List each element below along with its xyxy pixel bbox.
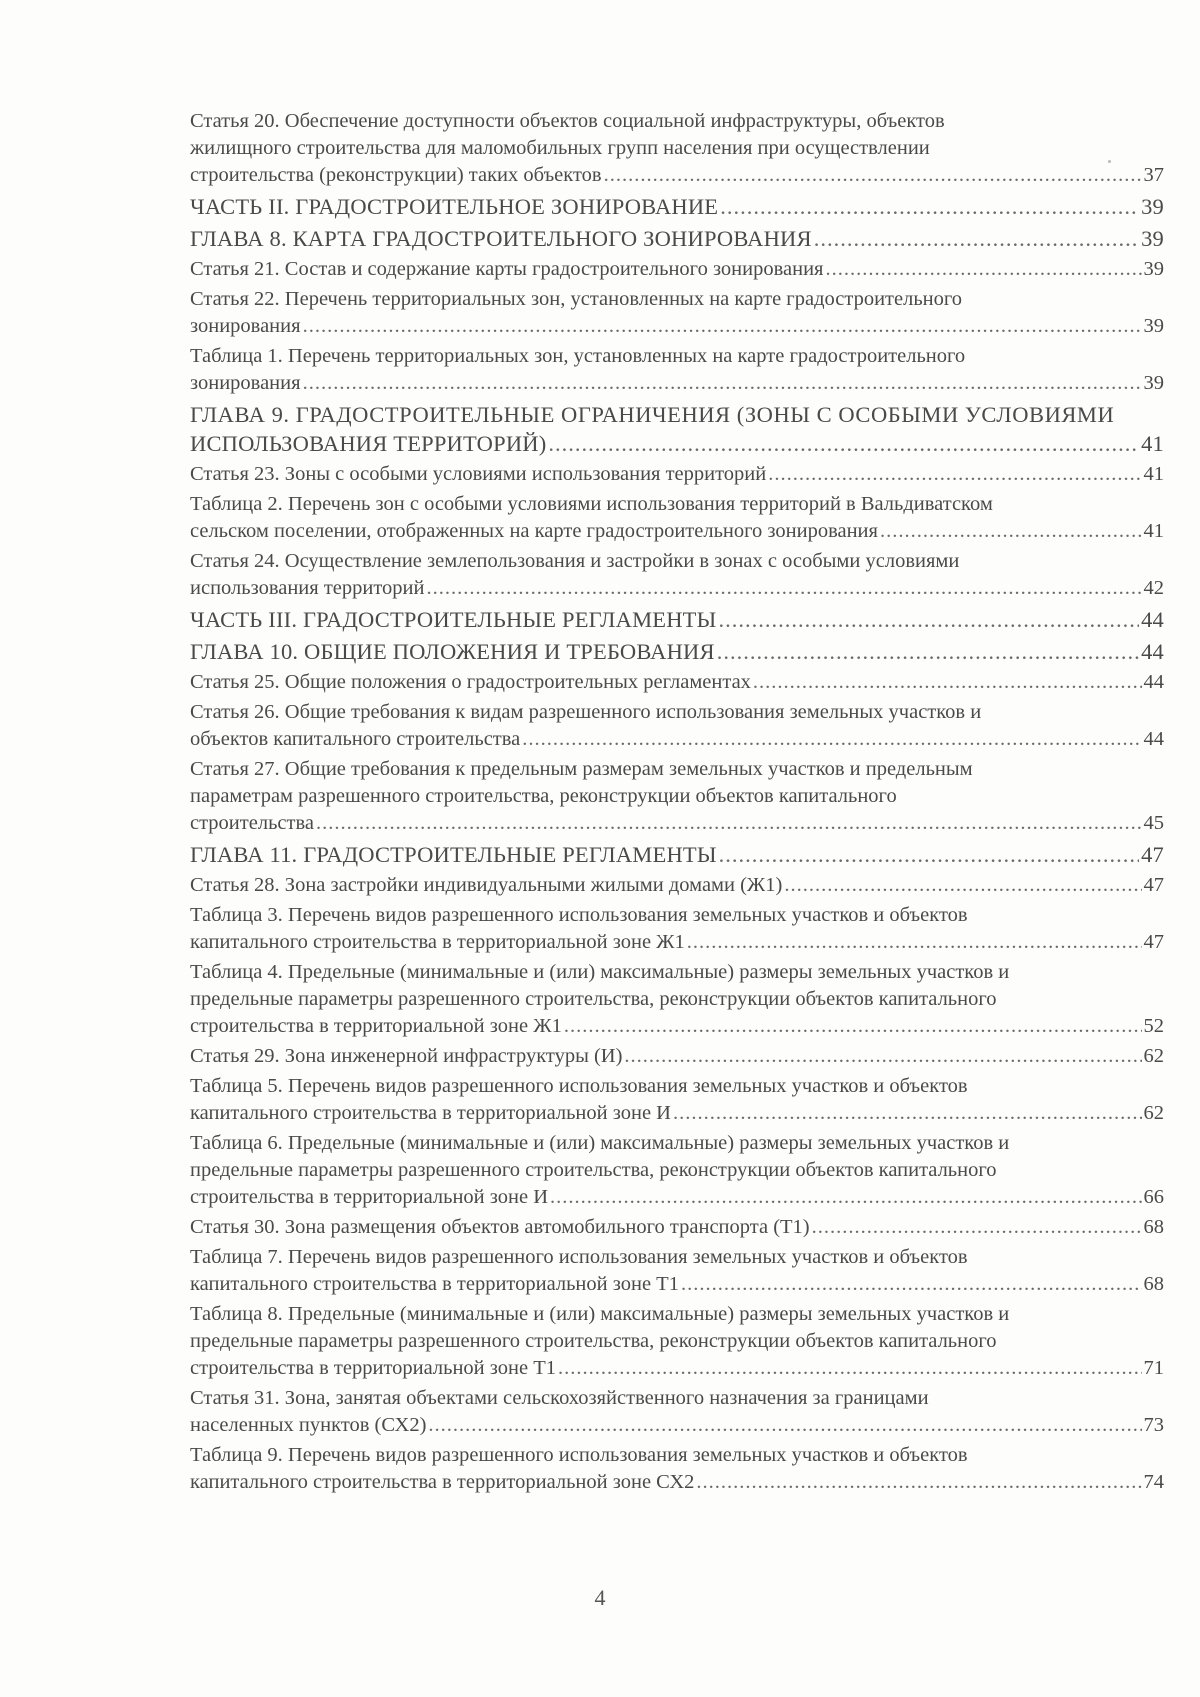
toc-page-number: 74 <box>1143 1471 1164 1493</box>
toc-entry-text: строительства в территориальной зоне И <box>190 1186 548 1208</box>
toc-entry-line <box>190 986 1164 1013</box>
toc-entry <box>190 256 1164 283</box>
toc-page-number: 42 <box>1143 577 1164 599</box>
toc-entry <box>190 1385 1164 1439</box>
toc-leader-dots <box>768 461 1141 488</box>
toc-entry-text: строительства <box>190 812 314 834</box>
toc-entry <box>190 669 1164 696</box>
toc-entry <box>190 872 1164 899</box>
page-number: 4 <box>594 1585 606 1610</box>
toc-entry-line <box>190 192 1164 221</box>
toc-entry-line <box>190 1469 1164 1496</box>
toc-entry-text: строительства (реконструкции) таких объектов <box>190 164 602 186</box>
toc-entry-line <box>190 1157 1164 1184</box>
toc-entry-line <box>190 224 1164 253</box>
toc-entry-line <box>190 429 1164 458</box>
toc-entry-text: Таблица 9. Перечень видов разрешенного использования земельных участков и объектов <box>190 1444 968 1466</box>
toc-entry-line <box>190 929 1164 956</box>
toc-entry-text: ЧАСТЬ II. ГРАДОСТРОИТЕЛЬНОЕ ЗОНИРОВАНИЕ <box>190 194 719 219</box>
toc-entry-line <box>190 605 1164 634</box>
toc-page-number: 73 <box>1143 1414 1164 1436</box>
scan-speck <box>1108 160 1111 163</box>
toc-entry <box>190 699 1164 753</box>
toc-leader-dots <box>303 313 1142 340</box>
toc-leader-dots <box>696 1469 1141 1496</box>
toc-entry-text: Статья 31. Зона, занятая объектами сельскохозяйственного назначения за границами <box>190 1387 929 1409</box>
toc-entry-line <box>190 313 1164 340</box>
toc-page-number: 39 <box>1141 226 1164 251</box>
toc-entry <box>190 461 1164 488</box>
toc-leader-dots <box>681 1271 1142 1298</box>
toc-entry <box>190 1244 1164 1298</box>
toc-entry-text: Таблица 8. Предельные (минимальные и (или) максимальные) размеры земельных участков и <box>190 1303 1010 1325</box>
toc-entry-text: ИСПОЛЬЗОВАНИЯ ТЕРРИТОРИЙ) <box>190 431 547 456</box>
toc-entry-text: строительства в территориальной зоне Ж1 <box>190 1015 562 1037</box>
toc-entry-text: использования территорий <box>190 577 425 599</box>
toc-entry-line <box>190 575 1164 602</box>
toc-entry-text: сельском поселении, отображенных на карте градостроительного зонирования <box>190 520 878 542</box>
toc-entry-line <box>190 1328 1164 1355</box>
toc-leader-dots <box>558 1355 1142 1382</box>
toc-leader-dots <box>316 810 1142 837</box>
toc-entry-text: ГЛАВА 10. ОБЩИЕ ПОЛОЖЕНИЯ И ТРЕБОВАНИЯ <box>190 639 715 664</box>
toc-entry-line <box>190 461 1164 488</box>
toc-leader-dots <box>720 192 1139 221</box>
toc-entry-text: зонирования <box>190 315 301 337</box>
toc-entry-line <box>190 1271 1164 1298</box>
toc-leader-dots <box>624 1043 1141 1070</box>
toc-leader-dots <box>522 726 1141 753</box>
toc-leader-dots <box>564 1013 1142 1040</box>
toc-entry-line <box>190 548 1164 575</box>
toc-page-number: 41 <box>1141 431 1164 456</box>
toc-entry <box>190 1043 1164 1070</box>
toc-entry <box>190 959 1164 1040</box>
toc-entry-line <box>190 1013 1164 1040</box>
toc-entry <box>190 902 1164 956</box>
toc-page-number: 52 <box>1143 1015 1164 1037</box>
toc-entry-line <box>190 756 1164 783</box>
toc-entry-text: Таблица 2. Перечень зон с особыми условиями использования территорий в Вальдиватском <box>190 493 993 515</box>
toc-entry-line <box>190 1301 1164 1328</box>
toc-entry <box>190 1442 1164 1496</box>
toc-entry-text: Статья 21. Состав и содержание карты градостроительного зонирования <box>190 258 824 280</box>
toc-entry-text: Статья 29. Зона инженерной инфраструктуры (И) <box>190 1045 623 1067</box>
toc-entry-line <box>190 726 1164 753</box>
toc-entry-text: ЧАСТЬ III. ГРАДОСТРОИТЕЛЬНЫЕ РЕГЛАМЕНТЫ <box>190 607 717 632</box>
toc-leader-dots <box>550 1184 1142 1211</box>
toc-entry-text: Таблица 4. Предельные (минимальные и (или) максимальные) размеры земельных участков и <box>190 961 1010 983</box>
toc-entry-text: капитального строительства в территориальной зоне Ж1 <box>190 931 685 953</box>
toc-leader-dots <box>548 429 1139 458</box>
toc-entry-line <box>190 108 1164 135</box>
toc-entry-text: ГЛАВА 9. ГРАДОСТРОИТЕЛЬНЫЕ ОГРАНИЧЕНИЯ (ЗОНЫ С ОСОБЫМИ УСЛОВИЯМИ <box>190 402 1115 427</box>
toc-entry-text: Статья 27. Общие требования к предельным размерам земельных участков и предельным <box>190 758 973 780</box>
toc-entry-text: капитального строительства в территориальной зоне СХ2 <box>190 1471 695 1493</box>
toc-entry <box>190 1214 1164 1241</box>
toc-leader-dots <box>717 637 1139 666</box>
toc-entry <box>190 286 1164 340</box>
toc-leader-dots <box>604 162 1142 189</box>
toc-entry <box>190 224 1164 253</box>
toc-entry <box>190 548 1164 602</box>
toc-page-number: 68 <box>1143 1216 1164 1238</box>
toc-page-number: 66 <box>1143 1186 1164 1208</box>
toc-entry-line <box>190 669 1164 696</box>
toc-entry-line <box>190 1244 1164 1271</box>
toc-page-number: 45 <box>1143 812 1164 834</box>
toc-entry-line <box>190 1073 1164 1100</box>
toc-leader-dots <box>880 518 1142 545</box>
toc-entry <box>190 192 1164 221</box>
toc-leader-dots <box>826 256 1142 283</box>
toc-entry-line <box>190 256 1164 283</box>
toc-entry-text: Таблица 5. Перечень видов разрешенного использования земельных участков и объектов <box>190 1075 968 1097</box>
toc-entry <box>190 108 1164 189</box>
toc-entry-text: Статья 25. Общие положения о градостроительных регламентах <box>190 671 751 693</box>
toc-entry-line <box>190 783 1164 810</box>
toc-entry-line <box>190 135 1164 162</box>
toc-page-number: 37 <box>1143 164 1164 186</box>
toc-entry-text: капитального строительства в территориальной зоне И <box>190 1102 671 1124</box>
toc-entry <box>190 343 1164 397</box>
toc-entry-line <box>190 343 1164 370</box>
toc-leader-dots <box>428 1412 1141 1439</box>
toc-leader-dots <box>784 872 1141 899</box>
toc-entry-text: предельные параметры разрешенного строительства, реконструкции объектов капитального <box>190 988 997 1010</box>
toc-entry-line <box>190 1100 1164 1127</box>
toc-page-number: 39 <box>1141 194 1164 219</box>
toc-entry-text: Таблица 7. Перечень видов разрешенного использования земельных участков и объектов <box>190 1246 968 1268</box>
toc-entry-line <box>190 1184 1164 1211</box>
toc-page-number: 62 <box>1143 1102 1164 1124</box>
toc-page-number: 62 <box>1143 1045 1164 1067</box>
toc-leader-dots <box>812 1214 1142 1241</box>
toc-page-number: 44 <box>1141 639 1164 664</box>
toc-entry-line <box>190 637 1164 666</box>
toc-entry-line <box>190 1355 1164 1382</box>
toc-page-number: 44 <box>1143 671 1164 693</box>
toc-leader-dots <box>303 370 1142 397</box>
toc-leader-dots <box>814 224 1139 253</box>
toc-entry-line <box>190 1214 1164 1241</box>
toc-entry-line <box>190 1043 1164 1070</box>
toc-page-number: 47 <box>1143 874 1164 896</box>
toc-entry-line <box>190 840 1164 869</box>
toc-entry <box>190 637 1164 666</box>
toc-entry-text: Статья 22. Перечень территориальных зон, установленных на карте градостроительного <box>190 288 963 310</box>
toc-entry <box>190 1301 1164 1382</box>
toc-leader-dots <box>753 669 1142 696</box>
toc-entry <box>190 400 1164 458</box>
toc-entry <box>190 1073 1164 1127</box>
toc-entry-text: Статья 28. Зона застройки индивидуальными жилыми домами (Ж1) <box>190 874 783 896</box>
toc-entry-line <box>190 518 1164 545</box>
toc-entry-text: объектов капитального строительства <box>190 728 521 750</box>
toc-entry-text: параметрам разрешенного строительства, реконструкции объектов капитального <box>190 785 897 807</box>
toc-entry-line <box>190 959 1164 986</box>
toc-entry-text: Таблица 3. Перечень видов разрешенного использования земельных участков и объектов <box>190 904 968 926</box>
toc-entry-line <box>190 1130 1164 1157</box>
toc-entry <box>190 605 1164 634</box>
toc-page-number: 44 <box>1143 728 1164 750</box>
toc-page-number: 41 <box>1143 463 1164 485</box>
toc-leader-dots <box>687 929 1142 956</box>
toc-entry <box>190 1130 1164 1211</box>
toc-entry-text: Статья 20. Обеспечение доступности объектов социальной инфраструктуры, объектов <box>190 110 945 132</box>
toc-entry-text: Статья 23. Зоны с особыми условиями использования территорий <box>190 463 767 485</box>
toc-leader-dots <box>718 605 1139 634</box>
toc-leader-dots <box>719 840 1139 869</box>
toc-entry-text: ГЛАВА 8. КАРТА ГРАДОСТРОИТЕЛЬНОГО ЗОНИРОВАНИЯ <box>190 226 812 251</box>
toc-page-number: 71 <box>1143 1357 1164 1379</box>
toc-entry-text: строительства в территориальной зоне Т1 <box>190 1357 556 1379</box>
toc-entry-text: жилищного строительства для маломобильных групп населения при осуществлении <box>190 137 930 159</box>
toc-entry-line <box>190 491 1164 518</box>
toc-entry-line <box>190 902 1164 929</box>
toc-entry-text: Таблица 6. Предельные (минимальные и (или) максимальные) размеры земельных участков и <box>190 1132 1010 1154</box>
toc-entry-line <box>190 286 1164 313</box>
toc-entry <box>190 840 1164 869</box>
toc-entry-line <box>190 699 1164 726</box>
toc-entry-line <box>190 1385 1164 1412</box>
toc-page-number: 41 <box>1143 520 1164 542</box>
toc-page-number: 39 <box>1143 315 1164 337</box>
toc-entry-text: ГЛАВА 11. ГРАДОСТРОИТЕЛЬНЫЕ РЕГЛАМЕНТЫ <box>190 842 717 867</box>
toc-entry-text: предельные параметры разрешенного строительства, реконструкции объектов капитального <box>190 1159 997 1181</box>
toc-page-number: 47 <box>1141 842 1164 867</box>
toc-entry-text: Статья 30. Зона размещения объектов автомобильного транспорта (Т1) <box>190 1216 810 1238</box>
toc-page-number: 39 <box>1143 372 1164 394</box>
toc-entry-text: предельные параметры разрешенного строительства, реконструкции объектов капитального <box>190 1330 997 1352</box>
toc-entry-text: Таблица 1. Перечень территориальных зон, установленных на карте градостроительного <box>190 345 966 367</box>
toc-entry-line <box>190 370 1164 397</box>
toc-entry-text: Статья 26. Общие требования к видам разрешенного использования земельных участков и <box>190 701 982 723</box>
toc-page-number: 47 <box>1143 931 1164 953</box>
toc-entry <box>190 491 1164 545</box>
toc-entry-text: населенных пунктов (СХ2) <box>190 1414 427 1436</box>
toc-page-number: 68 <box>1143 1273 1164 1295</box>
toc-leader-dots <box>673 1100 1142 1127</box>
toc-page-number: 44 <box>1141 607 1164 632</box>
toc-leader-dots <box>427 575 1142 602</box>
toc-entry-line <box>190 400 1164 429</box>
toc-entry-line <box>190 872 1164 899</box>
toc-entry-text: капитального строительства в территориальной зоне Т1 <box>190 1273 679 1295</box>
toc-entry <box>190 756 1164 837</box>
toc-entry-line <box>190 162 1164 189</box>
toc-page-number: 39 <box>1143 258 1164 280</box>
toc-entry-line <box>190 810 1164 837</box>
toc-entry-line <box>190 1412 1164 1439</box>
toc-entry-line <box>190 1442 1164 1469</box>
toc-entry-text: Статья 24. Осуществление землепользования и застройки в зонах с особыми условиями <box>190 550 960 572</box>
table-of-contents <box>190 108 1164 1499</box>
toc-entry-text: зонирования <box>190 372 301 394</box>
